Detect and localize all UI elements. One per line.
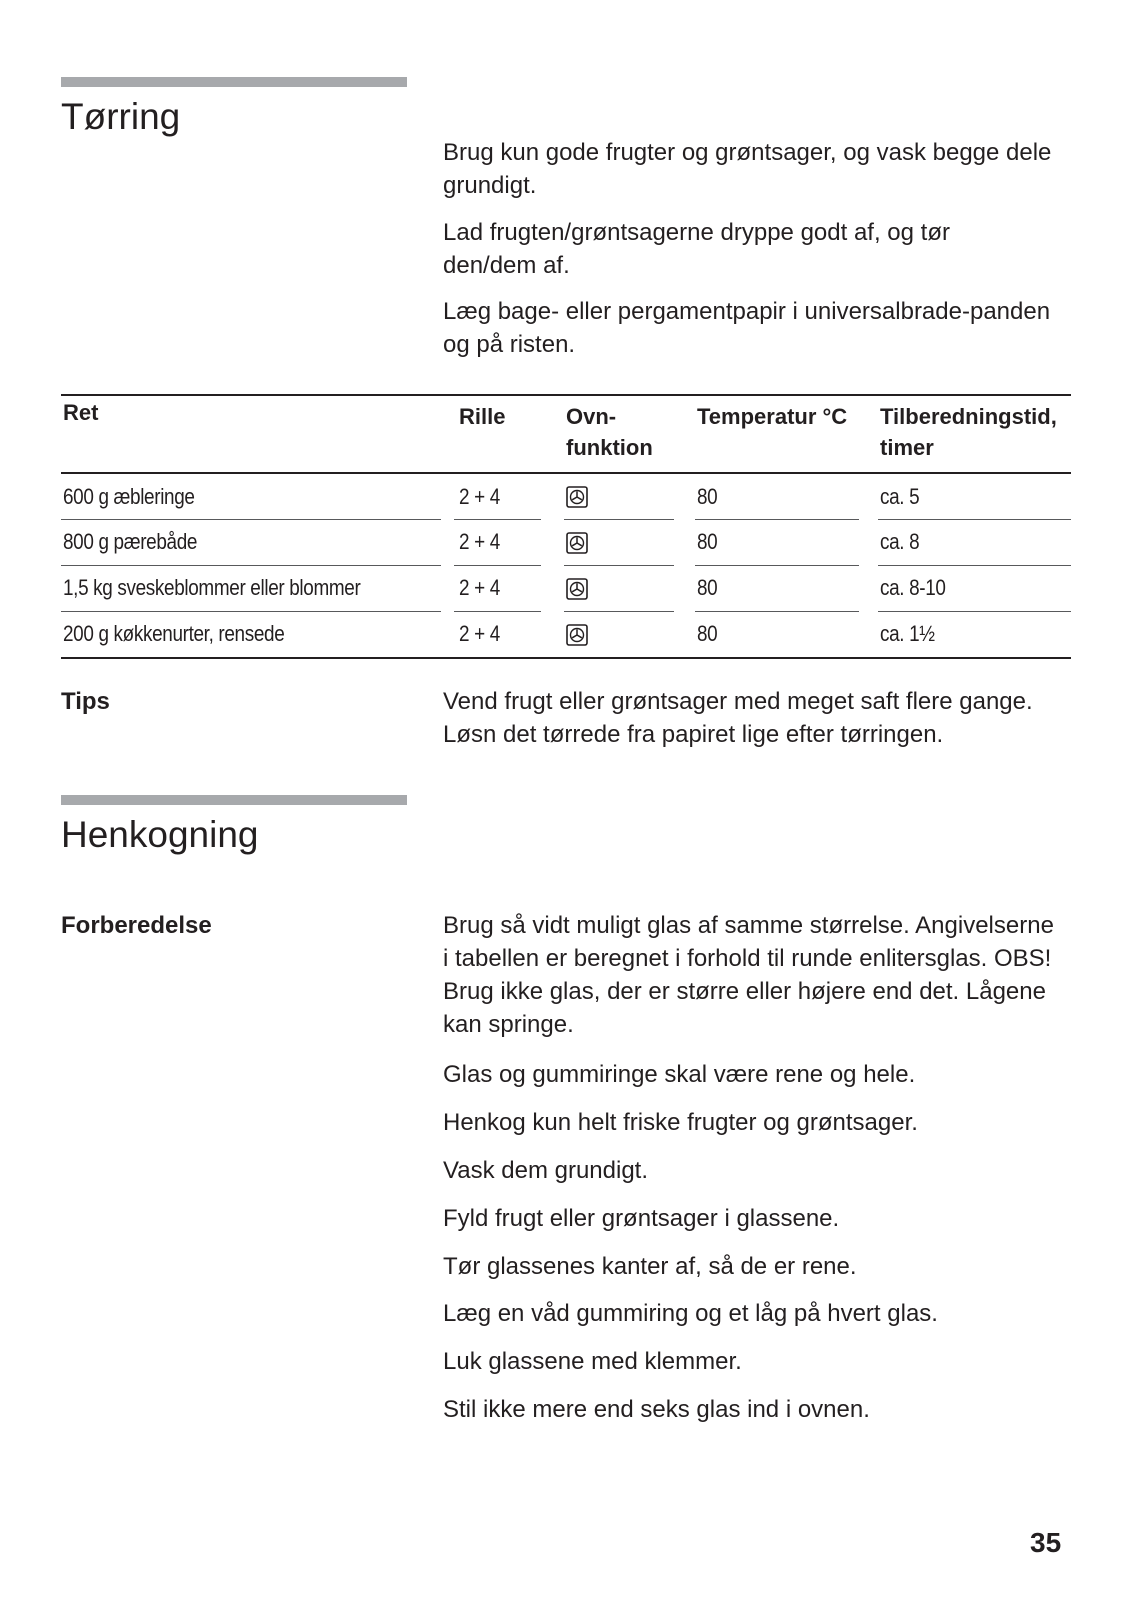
table-row-time: ca. 8: [880, 529, 920, 554]
table-row-temp: 80: [697, 484, 718, 509]
preparation-paragraph-9: Stil ikke mere end seks glas ind i ovnen.: [443, 1396, 870, 1423]
header-function-line2: funktion: [566, 435, 653, 460]
header-rack: Rille: [459, 404, 506, 429]
drying-table: [61, 394, 1071, 660]
intro-paragraph-1: Brug kun gode frugter og grøntsager, og vask begge dele grundigt.: [443, 139, 1052, 199]
header-function-line1: Ovn-: [566, 404, 617, 429]
fan-oven-icon: [566, 532, 588, 554]
header-dish: Ret: [63, 400, 99, 425]
intro-paragraph-2: Lad frugten/grøntsagerne dryppe godt af, og tør den/dem af.: [443, 219, 950, 279]
table-row-rack: 2 + 4: [459, 621, 500, 646]
table-row-dish: 800 g pærebåde: [63, 529, 198, 554]
preparation-paragraph-2: Glas og gummiringe skal være rene og hele.: [443, 1061, 916, 1088]
fan-oven-icon: [566, 578, 588, 600]
section-title-torring: Tørring: [61, 96, 181, 137]
section-divider-bar: [61, 77, 407, 87]
table-row-dish: 1,5 kg sveskeblommer eller blommer: [63, 575, 361, 600]
preparation-paragraph-1: Brug så vidt muligt glas af samme størrelse. Angivelserne i tabellen er beregnet i forhold til runde enlitersglas. OBS! Brug ikke glas, der er større eller højere end det. Lågene kan springe.: [443, 912, 1054, 1038]
intro-paragraph-3: Læg bage- eller pergamentpapir i universalbrade-panden og på risten.: [443, 298, 1051, 358]
table-row-rack: 2 + 4: [459, 575, 500, 600]
fan-oven-icon: [566, 486, 588, 508]
tips-label: Tips: [61, 688, 110, 715]
section-divider-bar: [61, 795, 407, 805]
table-row-temp: 80: [697, 621, 718, 646]
preparation-paragraph-5: Fyld frugt eller grøntsager i glassene.: [443, 1205, 840, 1232]
preparation-paragraph-4: Vask dem grundigt.: [443, 1157, 648, 1184]
table-row-time: ca. 8-10: [880, 575, 946, 600]
page-number: 35: [1030, 1527, 1062, 1558]
table-row-dish: 600 g æbleringe: [63, 484, 195, 509]
fan-oven-icon: [566, 624, 588, 646]
header-time-line1: Tilberedningstid,: [880, 404, 1057, 429]
preparation-paragraph-7: Læg en våd gummiring og et låg på hvert glas.: [443, 1300, 938, 1327]
section-title-henkogning: Henkogning: [61, 814, 259, 855]
table-row-temp: 80: [697, 529, 718, 554]
table-row-time: ca. 5: [880, 484, 920, 509]
preparation-paragraph-8: Luk glassene med klemmer.: [443, 1348, 742, 1375]
table-row-rack: 2 + 4: [459, 529, 500, 554]
header-time-line2: timer: [880, 435, 934, 460]
preparation-label: Forberedelse: [61, 912, 212, 939]
table-row-temp: 80: [697, 575, 718, 600]
preparation-paragraph-3: Henkog kun helt friske frugter og grøntsager.: [443, 1109, 918, 1136]
table-row-time: ca. 1½: [880, 621, 935, 646]
table-row-rack: 2 + 4: [459, 484, 500, 509]
header-temperature: Temperatur °C: [697, 404, 848, 429]
preparation-paragraph-6: Tør glassenes kanter af, så de er rene.: [443, 1253, 857, 1280]
tips-text: Vend frugt eller grøntsager med meget saft flere gange. Løsn det tørrede fra papiret lige efter tørringen.: [443, 688, 1033, 748]
table-row-dish: 200 g køkkenurter, rensede: [63, 621, 285, 646]
